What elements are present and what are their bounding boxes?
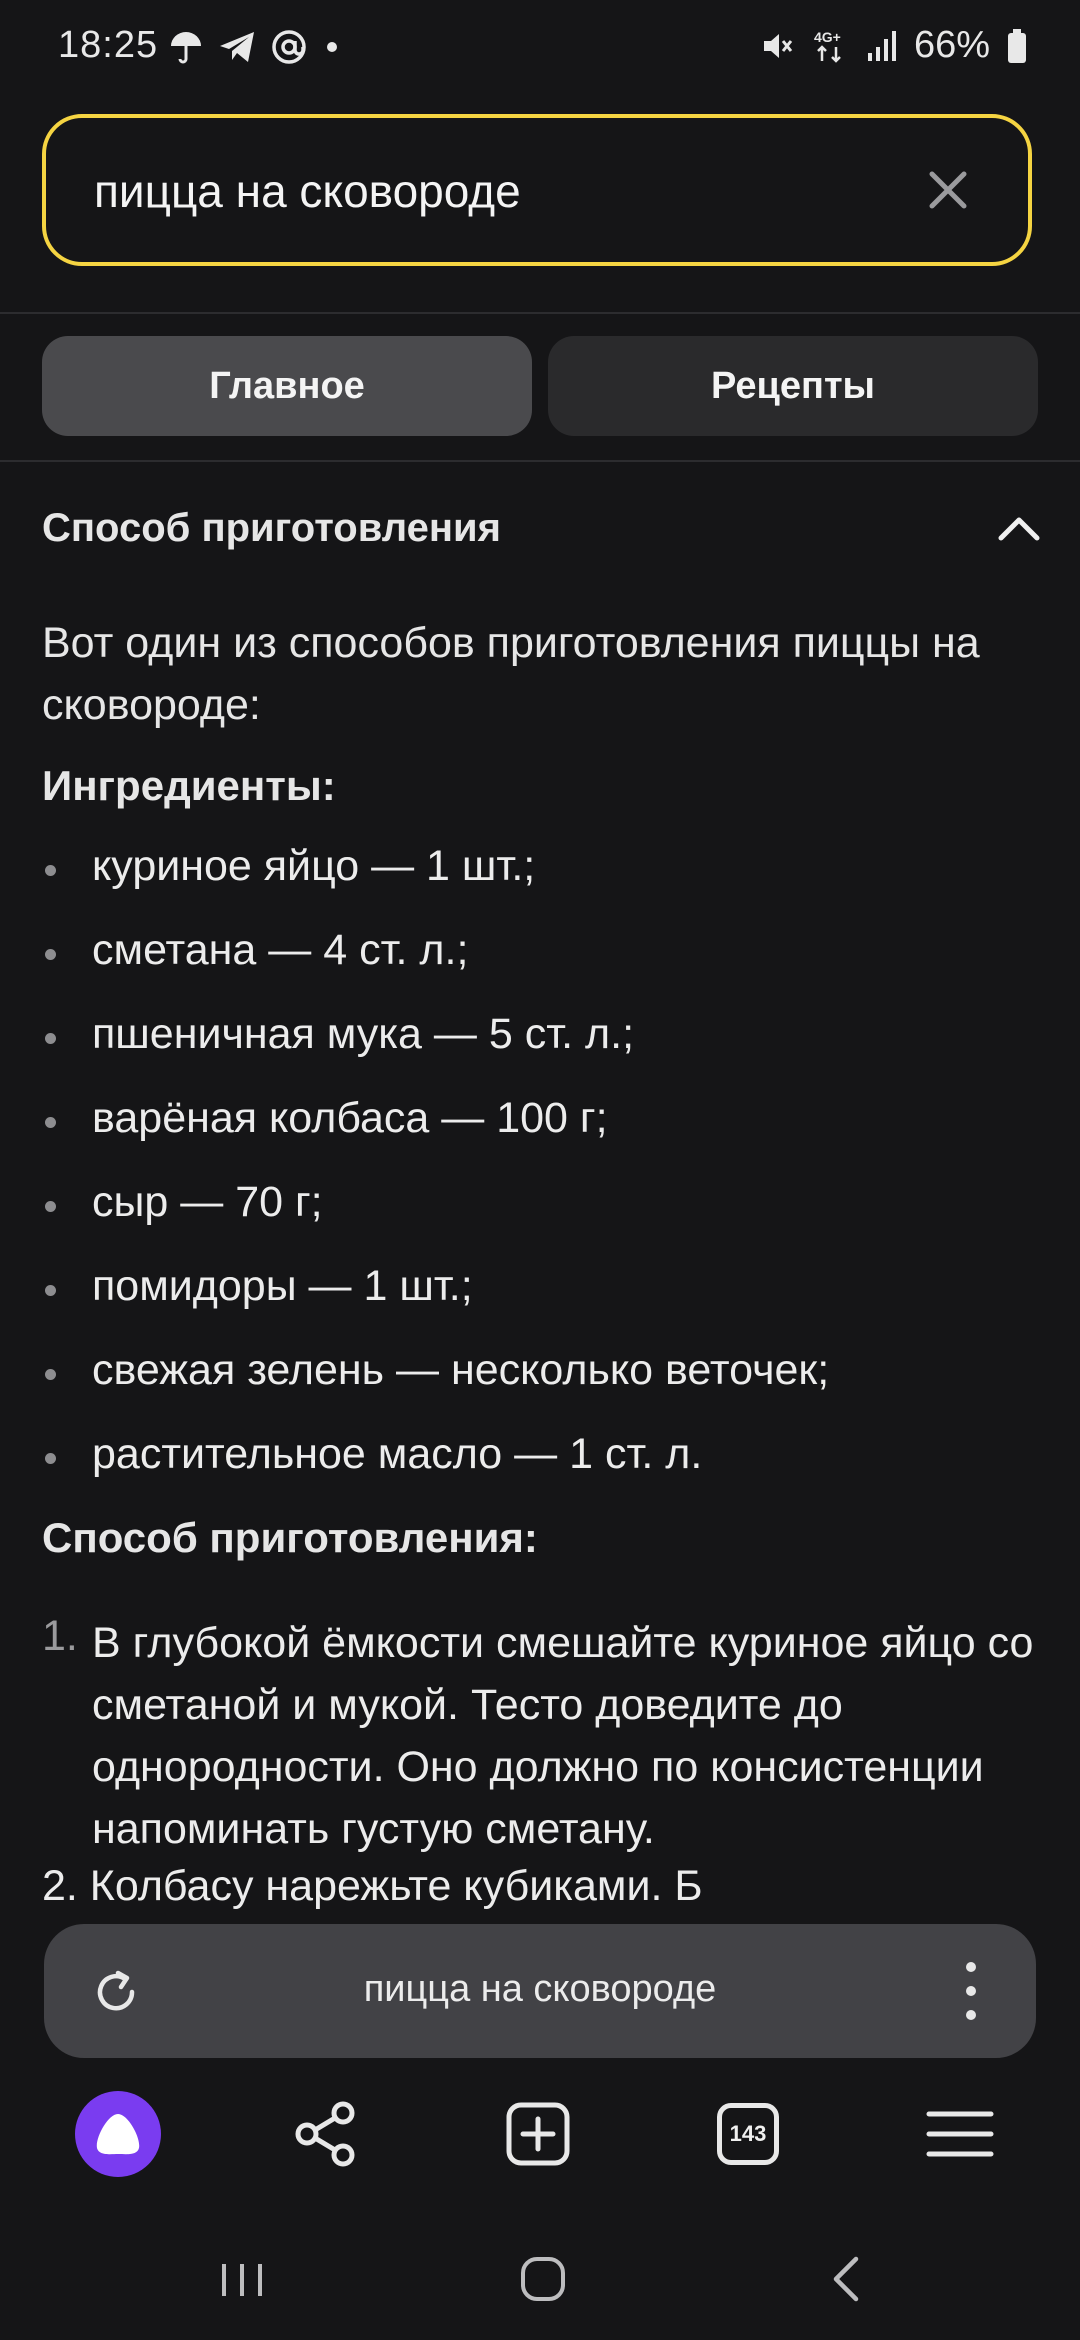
share-icon[interactable] [291, 2099, 361, 2169]
svg-text:4G+: 4G+ [813, 28, 841, 45]
status-notification-icons [168, 28, 342, 66]
chevron-up-icon[interactable] [996, 510, 1042, 546]
status-system-icons [760, 24, 1028, 67]
mute-icon [760, 28, 796, 64]
alice-icon[interactable] [75, 2091, 161, 2177]
method-heading: Способ приготовления: [42, 1514, 538, 1561]
recent-apps-icon[interactable] [218, 2256, 266, 2304]
bullet-icon [45, 1285, 56, 1296]
battery-icon [1006, 28, 1028, 64]
next-step-cut: 2. Колбасу нарежьте кубиками. Б [42, 1862, 703, 1910]
tabs-button[interactable] [702, 2088, 794, 2180]
bullet-icon [45, 1453, 56, 1464]
list-item: помидоры — 1 шт.; [0, 1250, 1080, 1334]
bullet-icon [45, 1033, 56, 1044]
bullet-icon [45, 949, 56, 960]
search-input[interactable] [42, 114, 1032, 266]
list-item: сметана — 4 ст. л.; [0, 914, 1080, 998]
umbrella-icon [168, 29, 204, 65]
tabs-icon[interactable] [717, 2103, 779, 2165]
status-bar [0, 0, 1080, 100]
battery-percent: 66% [913, 24, 990, 66]
at-icon [270, 28, 308, 66]
address-text[interactable]: пицца на сковороде [363, 1968, 717, 2010]
network-4g-icon [812, 27, 850, 65]
dot-icon [322, 37, 342, 57]
list-item: растительное масло — 1 ст. л. [0, 1418, 1080, 1502]
share-button[interactable] [280, 2088, 372, 2180]
alice-button[interactable] [72, 2088, 164, 2180]
new-tab-icon[interactable] [503, 2099, 573, 2169]
more-vert-icon[interactable] [964, 1960, 978, 2022]
system-nav-bar [0, 2232, 1080, 2340]
intro-text: Вот один из способов приготовления пиццы на сковороде: [42, 619, 980, 729]
new-tab-button[interactable] [492, 2088, 584, 2180]
home-icon[interactable] [518, 2254, 568, 2304]
list-item: сыр — 70 г; [0, 1166, 1080, 1250]
address-bar[interactable] [44, 1924, 1036, 2058]
close-icon[interactable] [922, 164, 974, 216]
back-icon[interactable] [826, 2254, 866, 2304]
bottom-nav [0, 2074, 1080, 2204]
menu-icon[interactable] [925, 2106, 995, 2162]
bullet-icon [45, 1117, 56, 1128]
telegram-icon [218, 30, 256, 64]
bullet-icon [45, 865, 56, 876]
tab-recipes[interactable]: Рецепты [548, 336, 1038, 436]
tab-main[interactable]: Главное [42, 336, 532, 436]
answer-content [0, 462, 1080, 1910]
signal-icon [866, 29, 898, 63]
divider [0, 312, 1080, 314]
step-number: 1. [42, 1612, 78, 1660]
bullet-icon [45, 1369, 56, 1380]
tabs-count: 143 [729, 2121, 767, 2146]
search-query[interactable]: пицца на сковороде [94, 165, 521, 217]
ingredients-heading: Ингредиенты: [42, 762, 336, 809]
list-item: варёная колбаса — 100 г; [0, 1082, 1080, 1166]
list-item: куриное яйцо — 1 шт.; [0, 830, 1080, 914]
list-item: свежая зелень — несколько веточек; [0, 1334, 1080, 1418]
bullet-icon [45, 1201, 56, 1212]
list-item: пшеничная мука — 5 ст. л.; [0, 998, 1080, 1082]
status-time: 18:25 [58, 24, 159, 66]
section-title[interactable]: Способ приготовления [42, 506, 501, 550]
menu-button[interactable] [914, 2088, 1006, 2180]
step-text: В глубокой ёмкости смешайте куриное яйцо со сметаной и мукой. Тесто доведите до однородности. Оно должно по консистенции напоминать густую сметану. [92, 1619, 1034, 1853]
